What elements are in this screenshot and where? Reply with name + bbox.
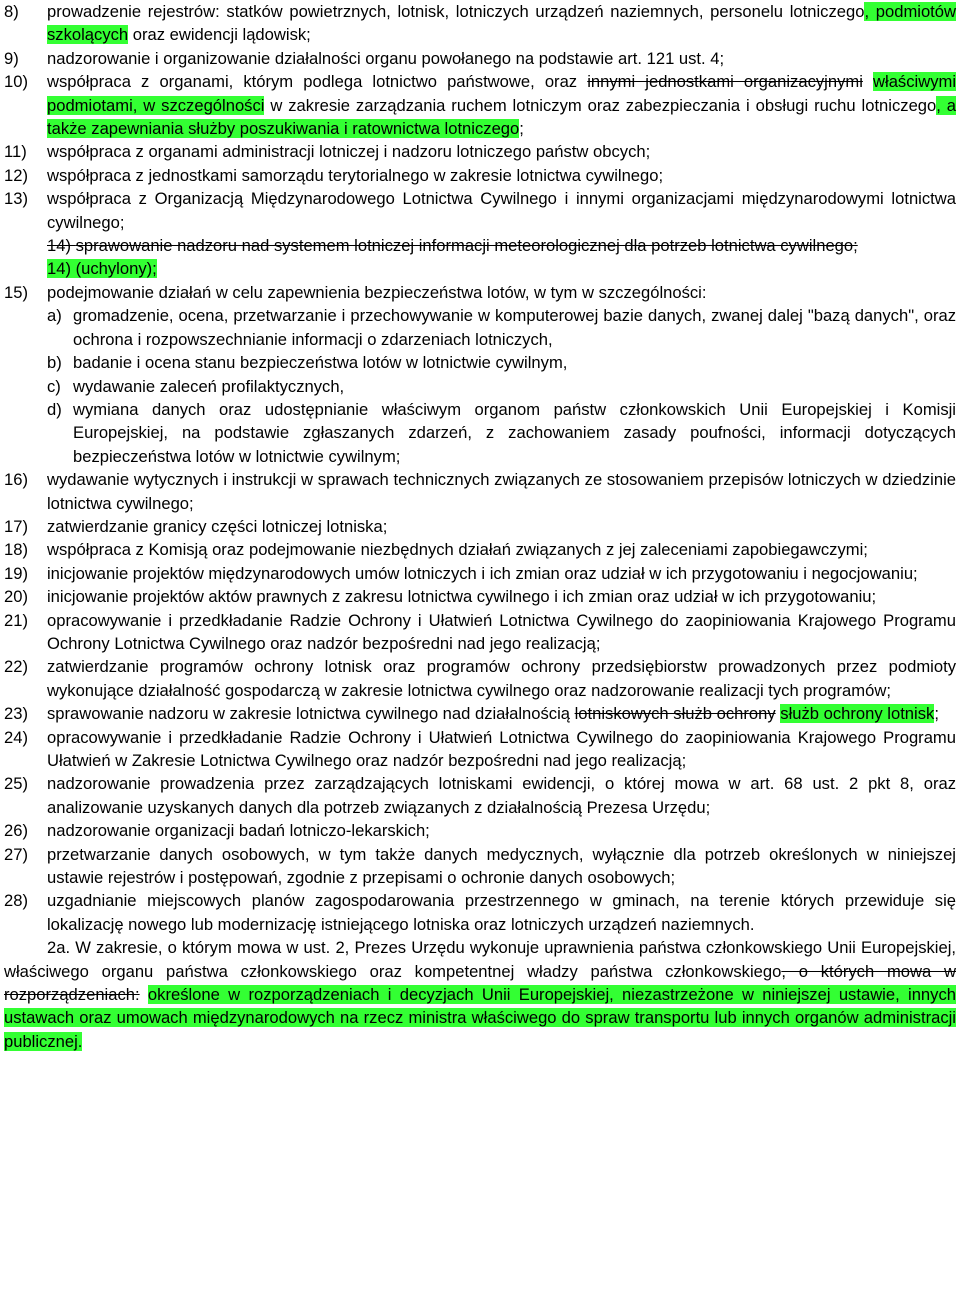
text-run: współpraca z jednostkami samorządu terytorialnego w zakresie lotnictwa cywilnego; [47,165,664,185]
text-run: prowadzenie rejestrów: statków powietrznych, lotnisk, lotniczych urządzeń naziemnych, personelu lotniczego [47,2,865,21]
sub-item-letter: a) [47,306,62,326]
deleted-text: innymi jednostkami organizacyjnymi [587,72,863,92]
item-text: (uchylony); [75,259,157,279]
list-item [4,187,956,234]
item-number: 13) [4,189,28,209]
list-item [4,772,956,819]
deleted-text: lotniskowych służb ochrony [574,704,776,724]
sub-item-letter: c) [47,376,61,396]
highlighted-text: właściwymi podmiotami, w szczególności [47,72,956,115]
item-text: sprawowanie nadzoru nad systemem lotniczej informacji meteorologicznej dla potrzeb lotnictwa cywilnego; [75,236,858,256]
item-number: 27) [4,844,28,864]
list-item [4,843,956,890]
item-number: 21) [4,610,28,630]
item-text [47,772,956,819]
sub-item [47,375,956,398]
list-item [4,889,956,936]
text-run: ; [934,704,939,724]
text-run: inicjowanie projektów aktów prawnych z zakresu lotnictwa cywilnego i ich zmian oraz udział w ich przygotowaniu; [47,587,877,607]
item-text [47,515,956,538]
text-run [863,72,873,91]
item-text [47,538,956,561]
text-run: nadzorowanie organizacji badań lotniczo-lekarskich; [47,821,430,841]
sub-item-text: badanie i ocena stanu bezpieczeństwa lotów w lotnictwie cywilnym, [73,353,568,373]
item-number: 11) [4,142,27,162]
list-item [4,468,956,515]
item-text [47,0,956,47]
item-text [47,47,956,70]
list-item [4,140,956,163]
item-text [47,702,956,725]
list-item [4,819,956,842]
item-text [47,164,956,187]
highlighted-text: określone w rozporządzeniach i decyzjach Unii Europejskiej, niezastrzeżone w niniejszej ustawie, innych ustawach oraz umowach międzynarodowych na rzecz ministra właściwego do spraw transportu lub innych organów administracji publicznej. [4,985,956,1051]
text-run: współpraca z organami, którym podlega lotnictwo państwowe, oraz [47,72,588,92]
item-text [47,726,956,773]
list-item [4,47,956,70]
list-item [4,609,956,656]
item-15-subitems [4,304,956,468]
text-run: współpraca z organami administracji lotniczej i nadzoru lotniczego państw obcych; [47,142,651,162]
sub-item [47,351,956,374]
list-items-8-13 [4,0,956,234]
item-text [47,819,956,842]
list-item [4,585,956,608]
sub-item-text: wydawanie zaleceń profilaktycznych, [73,376,345,396]
sub-item [47,398,956,468]
text-run: w zakresie zarządzania ruchem lotniczym oraz zabezpieczania i obsługi ruchu lotniczego [264,95,937,115]
sub-item-text: wymiana danych oraz udostępnianie właściwym organom państw członkowskich Unii Europejskiej i Komisji Europejskiej, na podstawie zgłaszanych zdarzeń, z zachowaniem zasady poufności, informacji dotyczących bezpieczeństwa lotów w lotnictwie cywilnym; [73,399,956,466]
text-run: oraz ewidencji lądowisk; [128,25,311,45]
text-run: współpraca z Organizacją Międzynarodowego Lotnictwa Cywilnego i innymi organizacjami międzynarodowymi lotnictwa cywilnego; [47,189,956,232]
text-run: przetwarzanie danych osobowych, w tym także danych medycznych, wyłącznie dla potrzeb określonych w niniejszej ustawie rejestrów i postępowań, zgodnie z przepisami o ochronie danych osobowych; [47,844,956,888]
item-number: 25) [4,774,28,794]
text-run: nadzorowanie i organizowanie działalności organu powołanego na podstawie art. 121 ust. 4; [47,48,725,68]
item-number: 14) [47,236,71,256]
item-number: 10) [4,72,28,92]
item-number: 9) [4,48,19,68]
item-15 [4,281,956,304]
highlighted-text: , podmiotów szkolących [47,2,956,45]
item-text [47,562,956,585]
item-text [47,70,956,140]
paragraph-2a [4,936,956,1053]
text-run: uzgadnianie miejscowych planów zagospodarowania przestrzennego w gminach, na terenie których przewiduje się lokalizację nowego lub modernizację istniejącego lotniska oraz lotniczych urządzeń naziemnych. [47,891,956,934]
item-number: 23) [4,704,28,724]
item-text [47,187,956,234]
text-run: współpraca z Komisją oraz podejmowanie niezbędnych działań związanych z jej zaleceniami zapobiegawczymi; [47,540,868,560]
text-run: zatwierdzanie granicy części lotniczej lotniska; [47,516,388,536]
text-run: opracowywanie i przedkładanie Radzie Ochrony i Ułatwień Lotnictwa Cywilnego do zaopiniowania Krajowego Programu Ułatwień w Zakresie Lotnictwa Cywilnego oraz nadzór bezpośredni nad jego realizacją; [47,727,956,770]
sub-item-letter: d) [47,399,62,419]
item-number: 15) [4,282,28,302]
item-number: 24) [4,727,28,747]
text-run: sprawowanie nadzoru w zakresie lotnictwa cywilnego nad działalnością [47,704,575,724]
list-item [4,562,956,585]
text-run: zatwierdzanie programów ochrony lotnisk oraz programów ochrony przedsiębiorstw prowadzonych przez podmioty wykonujące działalność gospodarczą w zakresie lotnictwa cywilnego oraz nadzorowanie realizacji tych programów; [47,657,956,700]
item-number: 16) [4,470,28,490]
text-run: 2a. W zakresie, o którym mowa w ust. 2, Prezes Urzędu wykonuje uprawnienia państwa członkowskiego Unii Europejskiej, właściwego organu państwa członkowskiego oraz kompetentnej władzy państwa członkowskiego [4,938,956,981]
text-run: nadzorowanie prowadzenia przez zarządzających lotniskami ewidencji, o której mowa w art. 68 ust. 2 pkt 8, oraz analizowanie uzyskanych danych dla potrzeb związanych z działalnością Prezesa Urzędu; [47,774,956,817]
item-number: 19) [4,563,28,583]
sub-item [47,304,956,351]
text-run: opracowywanie i przedkładanie Radzie Ochrony i Ułatwień Lotnictwa Cywilnego do zaopiniowania Krajowego Programu Ochrony Lotnictwa Cywilnego oraz nadzór bezpośredni nad jego realizacją; [47,610,956,653]
list-item [4,655,956,702]
sub-item-letter: b) [47,353,62,373]
list-items-16-28 [4,468,956,936]
item-number: 18) [4,540,28,560]
item-text [47,609,956,656]
item-text [47,140,956,163]
item-14-deleted [4,234,956,257]
item-number: 20) [4,587,28,607]
list-item [4,538,956,561]
item-number: 26) [4,821,28,841]
list-item [4,164,956,187]
item-number: 12) [4,165,28,185]
item-number: 14) [47,259,71,279]
item-text [47,468,956,515]
text-run: inicjowanie projektów międzynarodowych umów lotniczych i ich zmian oraz udział w ich przygotowaniu i negocjowaniu; [47,563,918,583]
item-text [47,655,956,702]
text-run: ; [519,119,524,139]
item-14-new [4,257,956,280]
item-number: 28) [4,891,28,911]
list-item [4,70,956,140]
list-item [4,702,956,725]
item-text: podejmowanie działań w celu zapewnienia bezpieczeństwa lotów, w tym w szczególności: [47,282,707,302]
item-text [47,585,956,608]
item-14-new-highlight [47,259,157,278]
deleted-text: , o których mowa w rozporządzeniach: [4,961,956,1005]
item-text [47,843,956,890]
item-number: 17) [4,516,28,536]
sub-item-text: gromadzenie, ocena, przetwarzanie i przechowywanie w komputerowej bazie danych, zwanej dalej "bazą danych", oraz ochrona i rozpowszechnianie informacji o zdarzeniach lotniczych, [73,306,956,349]
text-run: wydawanie wytycznych i instrukcji w sprawach technicznych związanych ze stosowaniem przepisów lotniczych w dziedzinie lotnictwa cywilnego; [47,470,956,513]
text-run [140,985,148,1004]
highlighted-text: , a także zapewniania służby poszukiwania i ratownictwa lotniczego [47,95,957,139]
list-item [4,515,956,538]
item-number: 22) [4,657,28,677]
list-item [4,726,956,773]
item-number: 8) [4,2,19,21]
item-text [47,889,956,936]
list-item [4,0,956,47]
highlighted-text: służb ochrony lotnisk [780,704,935,724]
